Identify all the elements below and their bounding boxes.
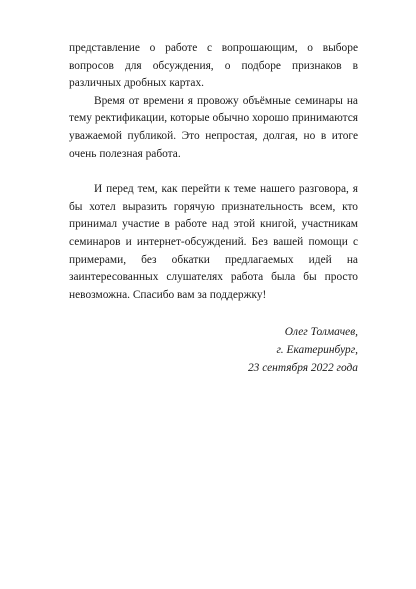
body-text	[69, 40, 358, 377]
paragraph-continuation: представление о работе с вопрошающим, о выборе вопросов для обсуждения, о подборе признаков в различных дробных картах.	[69, 42, 358, 90]
author-city: г. Екатеринбург,	[276, 343, 358, 356]
paragraph-seminars: Время от времени я провожу объёмные семинары на тему ректификации, которые обычно хорошо принимаются уважаемой публикой. Это непростая, долгая, но в итоге очень полезная работа.	[69, 94, 358, 160]
signature-block	[69, 324, 358, 377]
signature-date: 23 сентября 2022 года	[247, 361, 358, 374]
paragraph-acknowledgement: И перед тем, как перейти к теме нашего разговора, я бы хотел выразить горячую признательность всем, кто принимал участие в работе над этой книгой, участникам семинаров и интернет-обсуждений. Без вашей помощи с примерами, без обкатки предлагаемых идей на заинтересованных слушателях работа была бы просто невозможна. Спасибо вам за поддержку!	[69, 183, 358, 301]
author-name: Олег Толмачев,	[284, 326, 358, 339]
